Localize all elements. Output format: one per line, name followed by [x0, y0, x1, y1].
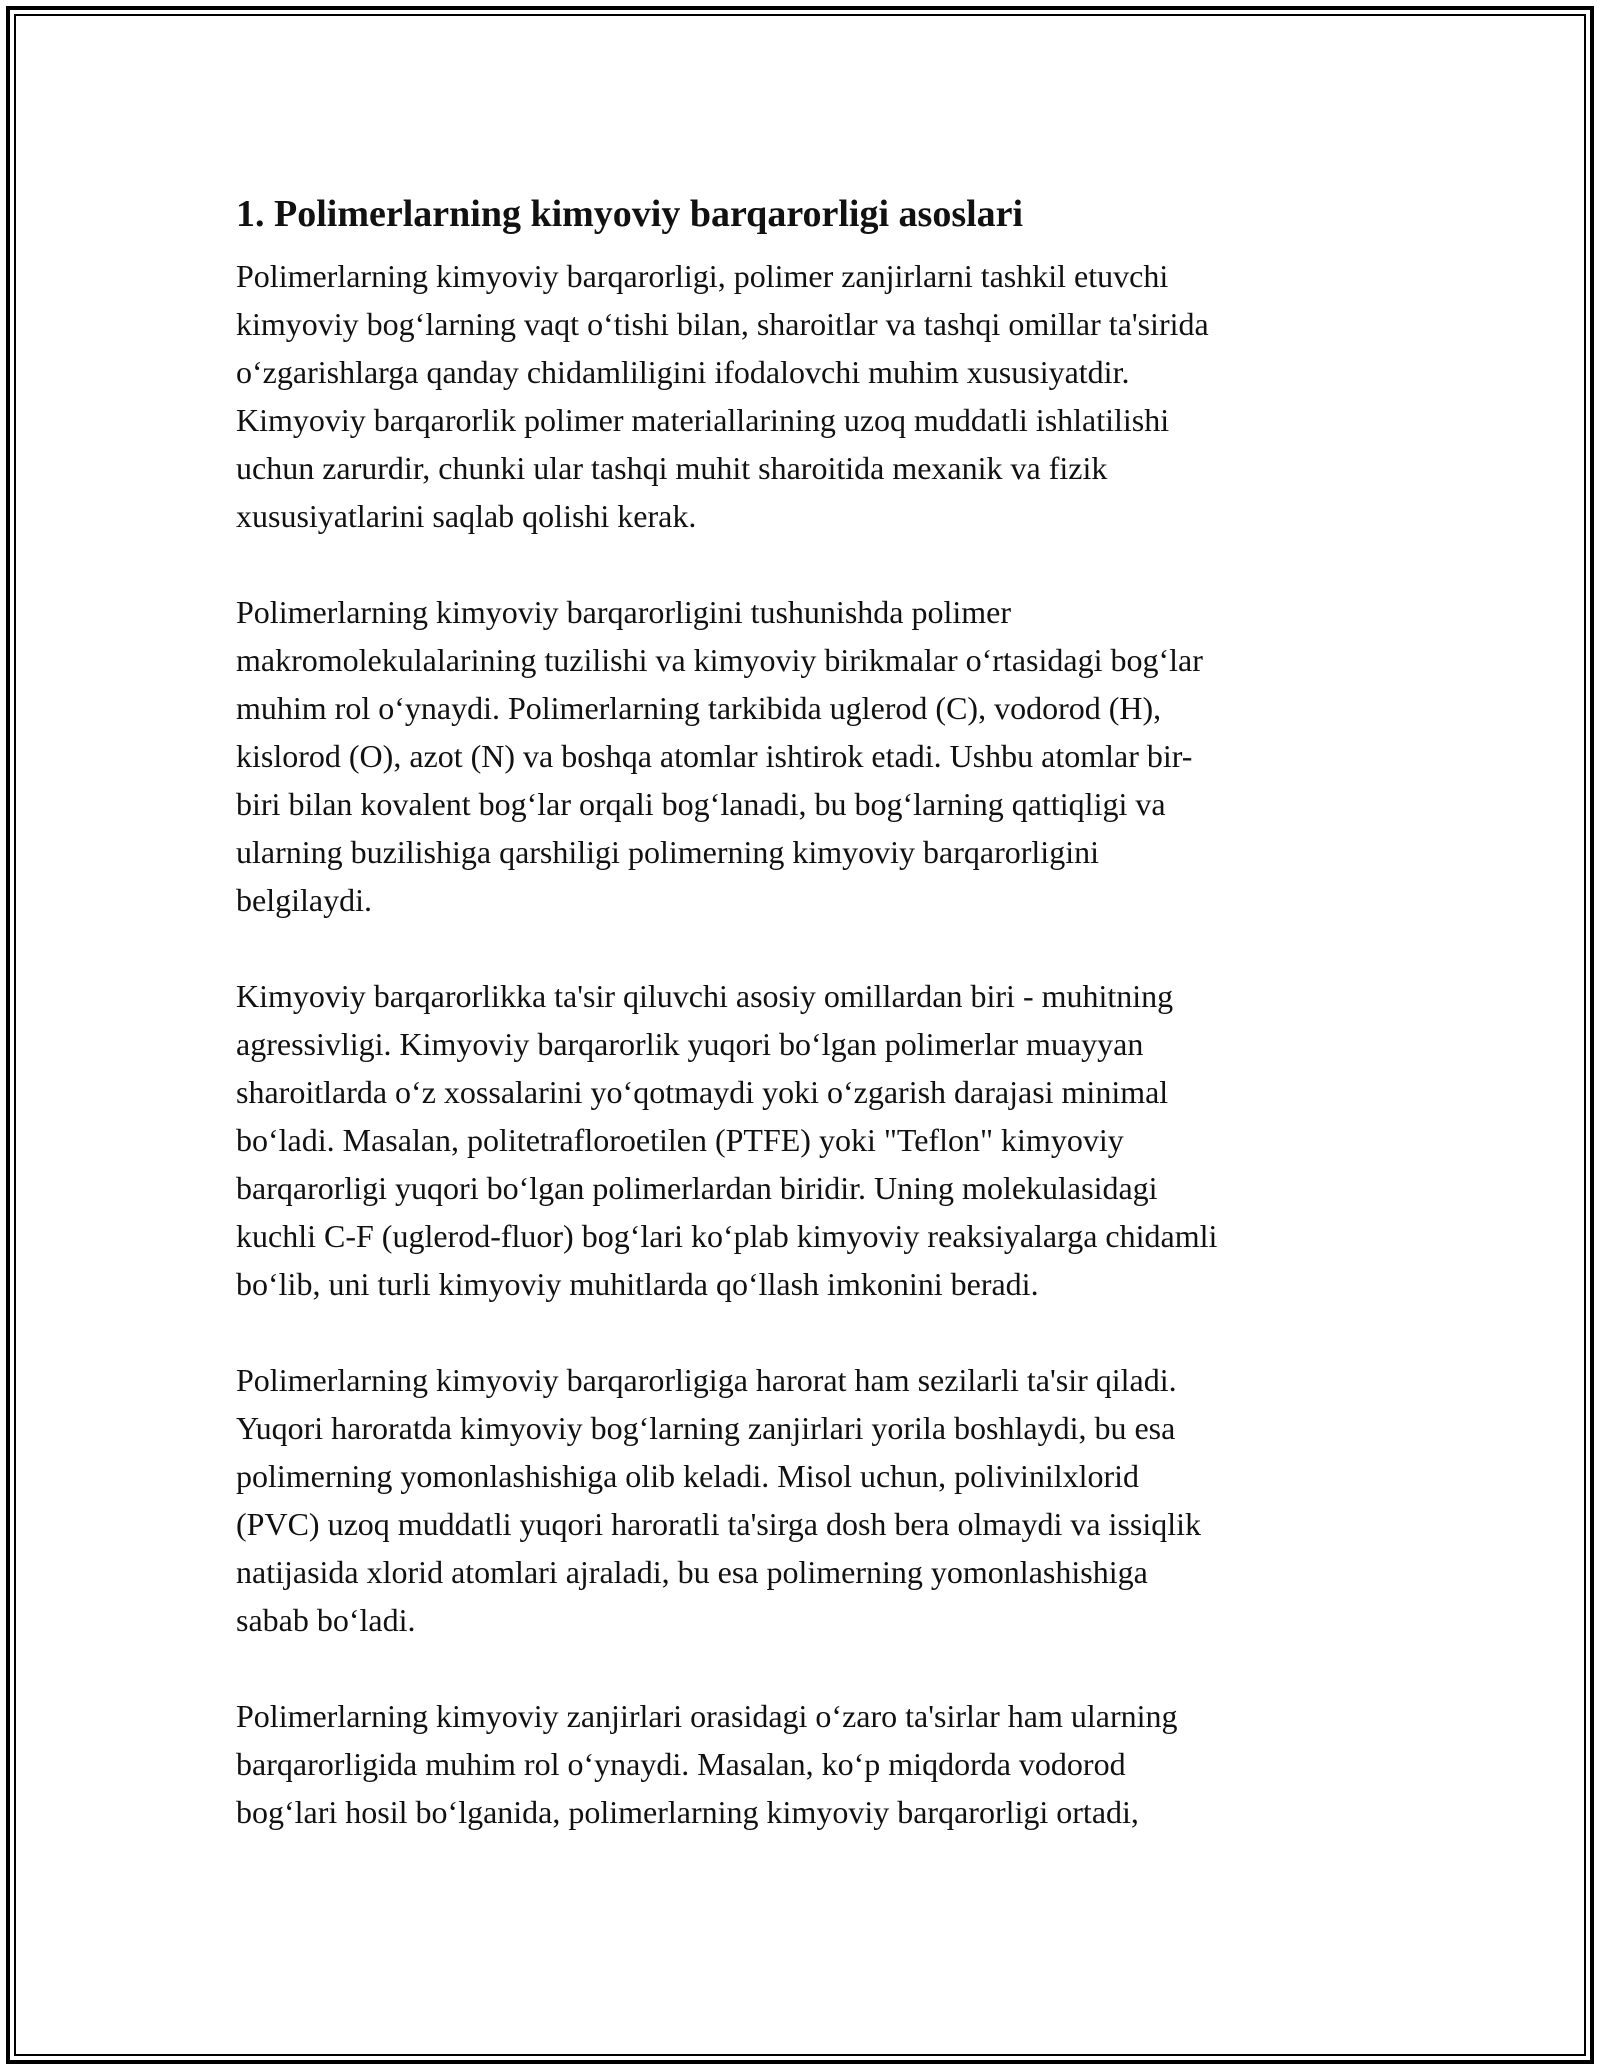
paragraph [236, 1356, 1366, 1644]
text-line: xususiyatlarini saqlab qolishi kerak. [236, 498, 697, 534]
text-line: Kimyoviy barqarorlikka ta'sir qiluvchi asosiy omillardan biri - muhitning [236, 978, 1174, 1014]
text-line: biri bilan kovalent bog‘lar orqali bog‘lanadi, bu bog‘larning qattiqligi va [236, 786, 1166, 822]
text-line: Kimyoviy barqarorlik polimer materiallarining uzoq muddatli ishlatilishi [236, 402, 1170, 438]
text-line: kislorod (O), azot (N) va boshqa atomlar ishtirok etadi. Ushbu atomlar bir- [236, 738, 1193, 774]
paragraph [236, 588, 1366, 924]
text-line: muhim rol o‘ynaydi. Polimerlarning tarkibida uglerod (C), vodorod (H), [236, 690, 1162, 726]
text-line: kuchli C-F (uglerod-fluor) bog‘lari ko‘plab kimyoviy reaksiyalarga chidamli [236, 1218, 1218, 1254]
text-line: belgilaydi. [236, 882, 372, 918]
paragraph [236, 1692, 1366, 1836]
text-line: Polimerlarning kimyoviy barqarorligini tushunishda polimer [236, 594, 1011, 630]
section-heading: 1. Polimerlarning kimyoviy barqarorligi asoslari [236, 193, 1024, 235]
text-line: Polimerlarning kimyoviy zanjirlari orasidagi o‘zaro ta'sirlar ham ularning [236, 1698, 1178, 1734]
text-line: uchun zarurdir, chunki ular tashqi muhit sharoitida mexanik va fizik [236, 450, 1108, 486]
text-line: agressivligi. Kimyoviy barqarorlik yuqori bo‘lgan polimerlar muayyan [236, 1026, 1144, 1062]
text-line: ularning buzilishiga qarshiligi polimerning kimyoviy barqarorligini [236, 834, 1099, 870]
text-line: Yuqori haroratda kimyoviy bog‘larning zanjirlari yorila boshlaydi, bu esa [236, 1410, 1176, 1446]
document-body [236, 186, 1366, 1884]
text-line: polimerning yomonlashishiga olib keladi. Misol uchun, polivinilxlorid [236, 1458, 1140, 1494]
text-line: bo‘ladi. Masalan, politetrafloroetilen (PTFE) yoki "Teflon" kimyoviy [236, 1122, 1124, 1158]
text-line: kimyoviy bog‘larning vaqt o‘tishi bilan, sharoitlar va tashqi omillar ta'sirida [236, 306, 1209, 342]
text-line: bog‘lari hosil bo‘lganida, polimerlarning kimyoviy barqarorligi ortadi, [236, 1794, 1139, 1830]
text-line: makromolekulalarining tuzilishi va kimyoviy birikmalar o‘rtasidagi bog‘lar [236, 642, 1203, 678]
text-line: barqarorligi yuqori bo‘lgan polimerlardan biridir. Uning molekulasidagi [236, 1170, 1158, 1206]
text-line: sharoitlarda o‘z xossalarini yo‘qotmaydi yoki o‘zgarish darajasi minimal [236, 1074, 1169, 1110]
text-line: (PVC) uzoq muddatli yuqori haroratli ta'sirga dosh bera olmaydi va issiqlik [236, 1506, 1202, 1542]
text-line: sabab bo‘ladi. [236, 1602, 416, 1638]
text-line: barqarorligida muhim rol o‘ynaydi. Masalan, ko‘p miqdorda vodorod [236, 1746, 1126, 1782]
text-line: o‘zgarishlarga qanday chidamliligini ifodalovchi muhim xususiyatdir. [236, 354, 1130, 390]
text-line: natijasida xlorid atomlari ajraladi, bu esa polimerning yomonlashishiga [236, 1554, 1148, 1590]
text-line: bo‘lib, uni turli kimyoviy muhitlarda qo‘llash imkonini beradi. [236, 1266, 1039, 1302]
paragraph [236, 972, 1366, 1308]
paragraph [236, 252, 1366, 540]
text-line: Polimerlarning kimyoviy barqarorligiga harorat ham sezilarli ta'sir qiladi. [236, 1362, 1177, 1398]
text-line: Polimerlarning kimyoviy barqarorligi, polimer zanjirlarni tashkil etuvchi [236, 258, 1169, 294]
paragraph-list [236, 252, 1366, 1836]
